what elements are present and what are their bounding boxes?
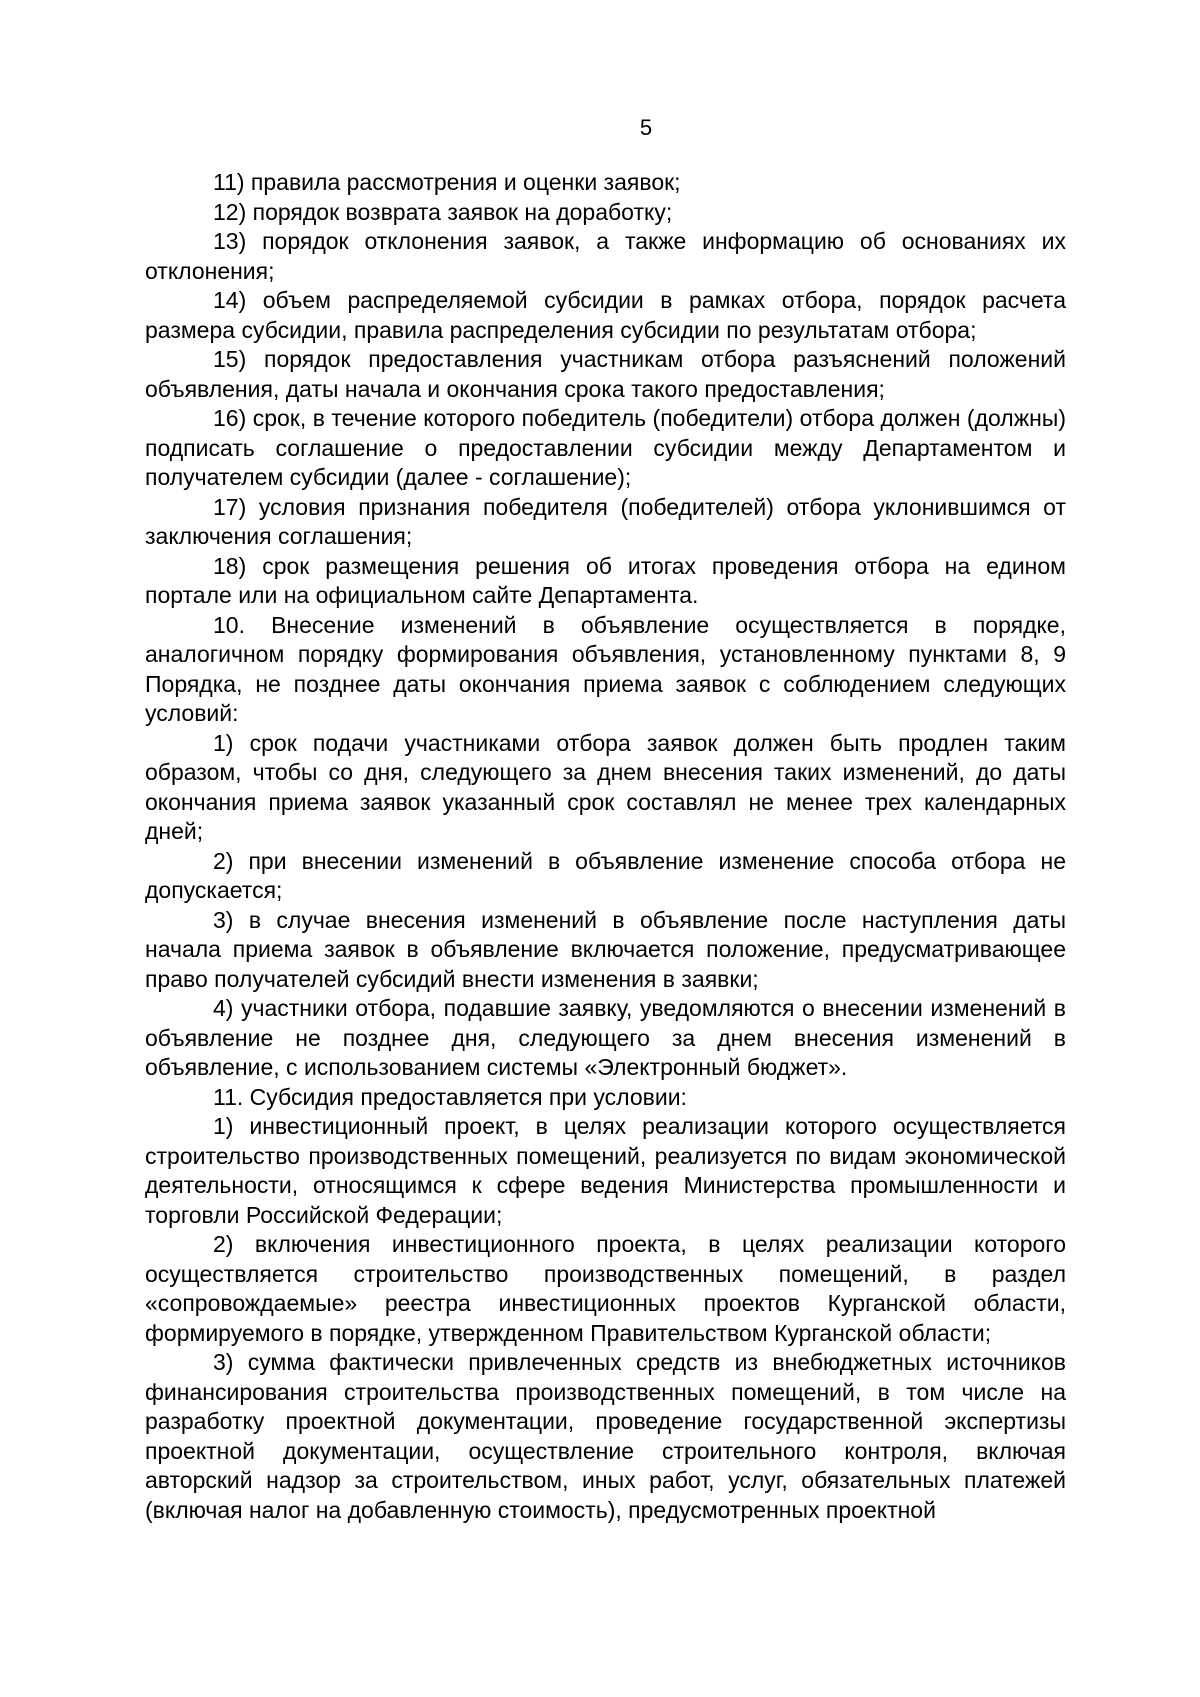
page-number: 5 [639, 115, 653, 140]
paragraph-item-17: 17) условия признания победителя (победителей) отбора уклонившимся от заключения соглашения; [145, 493, 1066, 549]
paragraph-item-18: 18) срок размещения решения об итогах проведения отбора на едином портале или на официальном сайте Департамента. [145, 552, 1066, 608]
section-11-item-3: 3) сумма фактически привлеченных средств из внебюджетных источников финансирования строительства производственных помещений, в том числе на разработку проектной документации, проведение государственной экспертизы проектной документации, осуществление строительного контроля, включая авторский надзор за строительством, иных работ, услуг, обязательных платежей (включая налог на добавленную стоимость), предусмотренных проектной [145, 1349, 1066, 1523]
section-11-item-2: 2) включения инвестиционного проекта, в целях реализации которого осуществляется строительство производственных помещений, в раздел «сопровождаемые» реестра инвестиционных проектов Курганской области, формируемого в порядке, утвержденном Правительством Курганской области; [145, 1231, 1066, 1346]
paragraph-item-16: 16) срок, в течение которого победитель (победители) отбора должен (должны) подписать соглашение о предоставлении субсидии между Департаментом и получателем субсидии (далее - соглашение); [145, 405, 1066, 490]
paragraph-item-12: 12) порядок возврата заявок на доработку; [213, 198, 673, 225]
section-10-item-1: 1) срок подачи участниками отбора заявок должен быть продлен таким образом, чтобы со дня, следующего за днем внесения таких изменений, до даты окончания приема заявок указанный срок составлял не менее трех календарных дней; [145, 729, 1066, 844]
section-10-paragraph: 10. Внесение изменений в объявление осуществляется в порядке, аналогичном порядку формирования объявления, установленному пунктами 8, 9 Порядка, не позднее даты окончания приема заявок с соблюдением следующих условий: [145, 611, 1066, 726]
section-10-item-3: 3) в случае внесения изменений в объявление после наступления даты начала приема заявок в объявление включается положение, предусматривающее право получателей субсидий внести изменения в заявки; [145, 906, 1066, 992]
document-body [145, 168, 1066, 1525]
paragraph-item-14: 14) объем распределяемой субсидии в рамках отбора, порядок расчета размера субсидии, правила распределения субсидии по результатам отбора; [145, 287, 1066, 343]
section-10-item-2: 2) при внесении изменений в объявление изменение способа отбора не допускается; [145, 847, 1066, 903]
section-11-item-1: 1) инвестиционный проект, в целях реализации которого осуществляется строительство производственных помещений, реализуется по видам экономической деятельности, относящимся к сфере ведения Министерства промышленности и торговли Российской Федерации; [145, 1113, 1066, 1228]
paragraph-item-13: 13) порядок отклонения заявок, а также информацию об основаниях их отклонения; [145, 228, 1066, 284]
paragraph-item-11: 11) правила рассмотрения и оценки заявок; [213, 169, 681, 195]
paragraph-item-15: 15) порядок предоставления участникам отбора разъяснений положений объявления, даты начала и окончания срока такого предоставления; [145, 346, 1066, 402]
section-10-item-4: 4) участники отбора, подавшие заявку, уведомляются о внесении изменений в объявление не позднее дня, следующего за днем внесения изменений в объявление, с использованием системы «Электронный бюджет». [145, 995, 1066, 1080]
section-11-paragraph: 11. Субсидия предоставляется при условии: [213, 1083, 687, 1110]
